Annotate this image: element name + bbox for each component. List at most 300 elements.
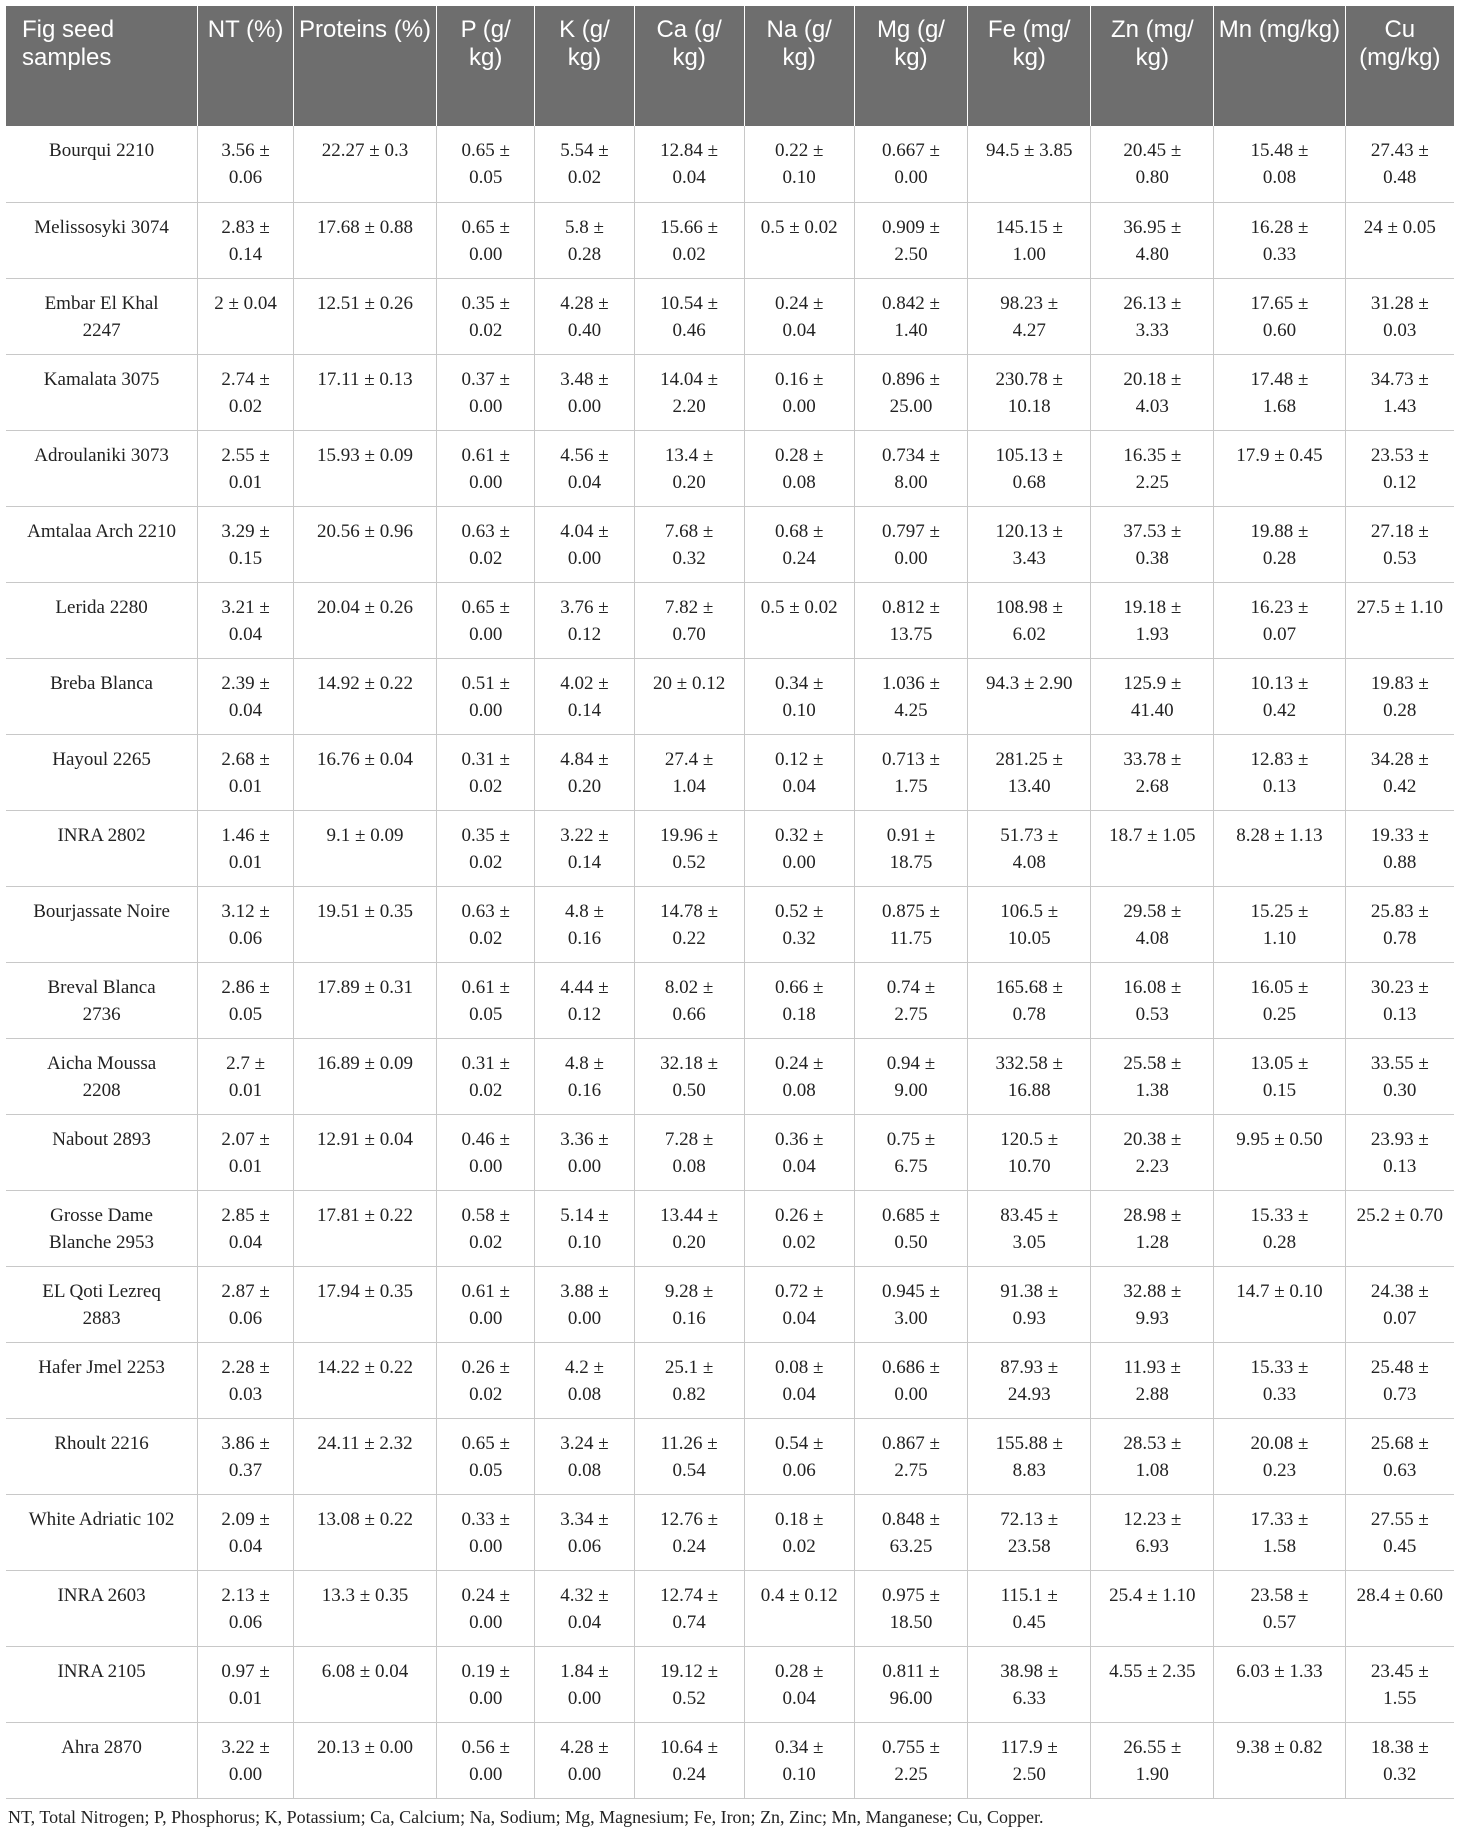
sample-name-cell	[6, 1722, 198, 1798]
value-cell	[1091, 734, 1214, 810]
cell-text: 3.36 ± 0.00	[560, 1128, 609, 1177]
cell-text: Rhoult 2216	[54, 1432, 149, 1454]
cell-text: 31.28 ± 0.03	[1370, 292, 1429, 341]
cell-text: 7.68 ± 0.32	[664, 520, 714, 569]
cell-text: 7.28 ± 0.08	[664, 1128, 714, 1177]
value-cell	[854, 1646, 968, 1722]
value-cell	[1214, 1266, 1345, 1342]
cell-text: 23.53 ± 0.12	[1370, 444, 1429, 493]
value-cell	[293, 1722, 436, 1798]
cell-text: 27.55 ± 0.45	[1370, 1508, 1429, 1557]
value-cell	[854, 1570, 968, 1646]
cell-text: 3.76 ± 0.12	[560, 596, 609, 645]
value-cell	[437, 962, 535, 1038]
cell-text: 0.18 ± 0.02	[774, 1508, 824, 1557]
value-cell	[1214, 1722, 1345, 1798]
value-cell	[744, 1418, 854, 1494]
value-cell	[1091, 1494, 1214, 1570]
cell-text: 0.5 ± 0.02	[760, 216, 838, 238]
table-row	[6, 1038, 1454, 1114]
cell-text: 18.7 ± 1.05	[1109, 824, 1196, 846]
cell-text: 0.61 ± 0.05	[461, 976, 510, 1025]
value-cell	[744, 506, 854, 582]
cell-text: 30.23 ± 0.13	[1370, 976, 1429, 1025]
value-cell	[1214, 430, 1345, 506]
value-cell	[198, 506, 294, 582]
cell-text: 4.56 ± 0.04	[560, 444, 609, 493]
value-cell	[1214, 278, 1345, 354]
value-cell	[1091, 582, 1214, 658]
value-cell	[437, 278, 535, 354]
value-cell	[968, 1190, 1091, 1266]
value-cell	[744, 1114, 854, 1190]
cell-text: 0.74 ± 2.75	[886, 976, 936, 1025]
column-header: Fig seed samples	[6, 6, 198, 126]
sample-name-cell	[6, 810, 198, 886]
cell-text: 13.44 ± 0.20	[660, 1204, 719, 1253]
cell-text: 0.34 ± 0.10	[774, 672, 824, 721]
cell-text: 13.08 ± 0.22	[317, 1508, 413, 1530]
value-cell	[634, 1266, 744, 1342]
cell-text: 0.37 ± 0.00	[461, 368, 510, 417]
cell-text: 20.13 ± 0.00	[317, 1736, 413, 1758]
cell-text: 10.13 ± 0.42	[1250, 672, 1309, 721]
cell-text: 33.55 ± 0.30	[1370, 1052, 1429, 1101]
cell-text: 0.65 ± 0.05	[461, 140, 510, 188]
cell-text: 9.1 ± 0.09	[326, 824, 404, 846]
column-header: Zn (mg/ kg)	[1091, 6, 1214, 126]
value-cell	[744, 202, 854, 278]
cell-text: 98.23 ± 4.27	[1000, 292, 1059, 341]
value-cell	[968, 1038, 1091, 1114]
cell-text: 10.64 ± 0.24	[660, 1736, 719, 1785]
value-cell	[437, 582, 535, 658]
value-cell	[634, 810, 744, 886]
value-cell	[634, 126, 744, 202]
sample-name-cell	[6, 1266, 198, 1342]
cell-text: 12.74 ± 0.74	[660, 1584, 719, 1633]
cell-text: 0.909 ± 2.50	[881, 216, 940, 265]
cell-text: 10.54 ± 0.46	[660, 292, 719, 341]
cell-text: 0.58 ± 0.02	[461, 1204, 510, 1253]
column-header: NT (%)	[198, 6, 294, 126]
cell-text: 11.26 ± 0.54	[660, 1432, 718, 1481]
cell-text: 115.1 ± 0.45	[1000, 1584, 1058, 1633]
value-cell	[1214, 1418, 1345, 1494]
table-row	[6, 430, 1454, 506]
value-cell	[437, 658, 535, 734]
cell-text: 4.8 ± 0.16	[564, 1052, 604, 1101]
value-cell	[634, 1722, 744, 1798]
cell-text: 20.38 ± 2.23	[1123, 1128, 1182, 1177]
cell-text: 37.53 ± 0.38	[1123, 520, 1182, 569]
value-cell	[634, 1494, 744, 1570]
sample-name-cell	[6, 1418, 198, 1494]
cell-text: 17.48 ± 1.68	[1250, 368, 1309, 417]
cell-text: 0.35 ± 0.02	[461, 292, 510, 341]
cell-text: 5.8 ± 0.28	[564, 216, 604, 265]
cell-text: 155.88 ± 8.83	[995, 1432, 1063, 1481]
value-cell	[1214, 1342, 1345, 1418]
value-cell	[1345, 658, 1454, 734]
value-cell	[1091, 430, 1214, 506]
value-cell	[1214, 734, 1345, 810]
cell-text: 8.02 ± 0.66	[664, 976, 714, 1025]
value-cell	[854, 1190, 968, 1266]
value-cell	[854, 202, 968, 278]
value-cell	[744, 658, 854, 734]
value-cell	[293, 278, 436, 354]
table-container	[6, 6, 1454, 1828]
cell-text: 0.51 ± 0.00	[461, 672, 510, 721]
value-cell	[198, 126, 294, 202]
cell-text: 0.54 ± 0.06	[774, 1432, 824, 1481]
table-row	[6, 1722, 1454, 1798]
value-cell	[968, 430, 1091, 506]
value-cell	[535, 1570, 634, 1646]
cell-text: 25.68 ± 0.63	[1370, 1432, 1429, 1481]
value-cell	[1345, 1570, 1454, 1646]
value-cell	[634, 1114, 744, 1190]
value-cell	[293, 1646, 436, 1722]
value-cell	[744, 1342, 854, 1418]
value-cell	[198, 1266, 294, 1342]
sample-name-cell	[6, 278, 198, 354]
cell-text: 0.72 ± 0.04	[774, 1280, 824, 1329]
value-cell	[1345, 126, 1454, 202]
value-cell	[968, 354, 1091, 430]
cell-text: 2 ± 0.04	[214, 292, 277, 314]
cell-text: 0.12 ± 0.04	[774, 748, 824, 797]
cell-text: 19.96 ± 0.52	[660, 824, 719, 873]
value-cell	[1214, 1494, 1345, 1570]
value-cell	[854, 1418, 968, 1494]
sample-name-cell	[6, 1494, 198, 1570]
value-cell	[1091, 1114, 1214, 1190]
cell-text: 0.65 ± 0.00	[461, 216, 510, 265]
value-cell	[854, 810, 968, 886]
value-cell	[744, 734, 854, 810]
cell-text: 0.61 ± 0.00	[461, 1280, 510, 1329]
cell-text: Amtalaa Arch 2210	[27, 520, 176, 542]
cell-text: 32.18 ± 0.50	[660, 1052, 719, 1101]
cell-text: 0.91 ± 18.75	[886, 824, 936, 873]
cell-text: 13.4 ± 0.20	[664, 444, 714, 493]
cell-text: 0.22 ± 0.10	[774, 140, 824, 188]
value-cell	[1091, 810, 1214, 886]
cell-text: 13.05 ± 0.15	[1250, 1052, 1309, 1101]
value-cell	[1345, 1418, 1454, 1494]
value-cell	[1214, 886, 1345, 962]
cell-text: 6.03 ± 1.33	[1236, 1660, 1323, 1682]
cell-text: 24.11 ± 2.32	[317, 1432, 413, 1454]
value-cell	[198, 278, 294, 354]
cell-text: 19.12 ± 0.52	[660, 1660, 719, 1709]
cell-text: 0.46 ± 0.00	[461, 1128, 510, 1177]
cell-text: 29.58 ± 4.08	[1123, 900, 1182, 949]
value-cell	[198, 354, 294, 430]
cell-text: 25.83 ± 0.78	[1370, 900, 1429, 949]
value-cell	[1091, 506, 1214, 582]
value-cell	[1214, 354, 1345, 430]
value-cell	[535, 1342, 634, 1418]
cell-text: 17.94 ± 0.35	[317, 1280, 413, 1302]
sample-name-cell	[6, 1190, 198, 1266]
cell-text: 87.93 ± 24.93	[1000, 1356, 1059, 1405]
value-cell	[1214, 1114, 1345, 1190]
cell-text: 9.28 ± 0.16	[664, 1280, 714, 1329]
value-cell	[535, 886, 634, 962]
cell-text: 16.23 ± 0.07	[1250, 596, 1309, 645]
cell-text: 12.76 ± 0.24	[660, 1508, 719, 1557]
cell-text: 33.78 ± 2.68	[1123, 748, 1182, 797]
cell-text: 0.867 ± 2.75	[881, 1432, 940, 1481]
value-cell	[1091, 126, 1214, 202]
value-cell	[293, 1342, 436, 1418]
value-cell	[854, 506, 968, 582]
value-cell	[535, 1722, 634, 1798]
cell-text: 4.55 ± 2.35	[1109, 1660, 1196, 1682]
value-cell	[198, 582, 294, 658]
cell-text: 4.84 ± 0.20	[560, 748, 609, 797]
cell-text: 0.685 ± 0.50	[881, 1204, 940, 1253]
value-cell	[1091, 1646, 1214, 1722]
cell-text: Bourjassate Noire	[33, 900, 170, 922]
value-cell	[968, 1114, 1091, 1190]
column-header: Mn (mg/kg)	[1214, 6, 1345, 126]
value-cell	[634, 886, 744, 962]
value-cell	[1091, 1722, 1214, 1798]
table-row	[6, 582, 1454, 658]
cell-text: 120.13 ± 3.43	[995, 520, 1063, 569]
value-cell	[968, 1570, 1091, 1646]
table-row	[6, 1646, 1454, 1722]
cell-text: 34.73 ± 1.43	[1370, 368, 1429, 417]
cell-text: 0.28 ± 0.08	[774, 444, 824, 493]
value-cell	[1214, 810, 1345, 886]
cell-text: 0.945 ± 3.00	[881, 1280, 940, 1329]
value-cell	[293, 658, 436, 734]
value-cell	[535, 202, 634, 278]
cell-text: 3.34 ± 0.06	[560, 1508, 609, 1557]
value-cell	[1214, 1038, 1345, 1114]
value-cell	[535, 734, 634, 810]
cell-text: 0.28 ± 0.04	[774, 1660, 824, 1709]
cell-text: 230.78 ± 10.18	[995, 368, 1063, 417]
cell-text: 20.18 ± 4.03	[1123, 368, 1182, 417]
value-cell	[1214, 1570, 1345, 1646]
cell-text: 3.22 ± 0.14	[560, 824, 609, 873]
cell-text: 108.98 ± 6.02	[995, 596, 1063, 645]
cell-text: Grosse Dame Blanche 2953	[49, 1204, 155, 1253]
table-row	[6, 658, 1454, 734]
value-cell	[293, 1570, 436, 1646]
cell-text: 4.8 ± 0.16	[564, 900, 604, 949]
value-cell	[293, 886, 436, 962]
value-cell	[1214, 962, 1345, 1038]
table-row	[6, 1418, 1454, 1494]
value-cell	[1091, 354, 1214, 430]
value-cell	[968, 734, 1091, 810]
table-body	[6, 126, 1454, 1798]
mineral-composition-table	[6, 6, 1454, 1799]
cell-text: 0.31 ± 0.02	[461, 748, 510, 797]
value-cell	[535, 1038, 634, 1114]
cell-text: 0.65 ± 0.05	[461, 1432, 510, 1481]
value-cell	[293, 126, 436, 202]
value-cell	[535, 278, 634, 354]
table-row	[6, 1190, 1454, 1266]
cell-text: 27.18 ± 0.53	[1370, 520, 1429, 569]
cell-text: 3.24 ± 0.08	[560, 1432, 609, 1481]
table-row	[6, 202, 1454, 278]
value-cell	[437, 1418, 535, 1494]
cell-text: 0.812 ± 13.75	[881, 596, 940, 645]
cell-text: 11.93 ± 2.88	[1123, 1356, 1181, 1405]
cell-text: 91.38 ± 0.93	[1000, 1280, 1059, 1329]
cell-text: 26.13 ± 3.33	[1123, 292, 1182, 341]
value-cell	[535, 582, 634, 658]
sample-name-cell	[6, 1038, 198, 1114]
value-cell	[634, 506, 744, 582]
value-cell	[437, 734, 535, 810]
value-cell	[198, 658, 294, 734]
value-cell	[854, 278, 968, 354]
value-cell	[968, 886, 1091, 962]
value-cell	[634, 1570, 744, 1646]
cell-text: Adroulaniki 3073	[34, 444, 169, 466]
value-cell	[854, 126, 968, 202]
cell-text: 38.98 ± 6.33	[1000, 1660, 1059, 1709]
value-cell	[437, 430, 535, 506]
cell-text: 34.28 ± 0.42	[1370, 748, 1429, 797]
cell-text: 7.82 ± 0.70	[664, 596, 714, 645]
value-cell	[437, 1038, 535, 1114]
value-cell	[1345, 1494, 1454, 1570]
value-cell	[437, 1570, 535, 1646]
value-cell	[634, 1038, 744, 1114]
value-cell	[968, 810, 1091, 886]
value-cell	[744, 354, 854, 430]
value-cell	[1345, 1190, 1454, 1266]
cell-text: 0.33 ± 0.00	[461, 1508, 510, 1557]
value-cell	[437, 202, 535, 278]
cell-text: 16.89 ± 0.09	[317, 1052, 413, 1074]
value-cell	[854, 1722, 968, 1798]
sample-name-cell	[6, 430, 198, 506]
table-row	[6, 506, 1454, 582]
value-cell	[535, 658, 634, 734]
value-cell	[854, 430, 968, 506]
cell-text: 20.04 ± 0.26	[317, 596, 413, 618]
value-cell	[634, 734, 744, 810]
sample-name-cell	[6, 1342, 198, 1418]
value-cell	[535, 126, 634, 202]
cell-text: 0.66 ± 0.18	[774, 976, 824, 1025]
value-cell	[1091, 1342, 1214, 1418]
value-cell	[634, 354, 744, 430]
cell-text: 17.65 ± 0.60	[1250, 292, 1309, 341]
value-cell	[968, 658, 1091, 734]
value-cell	[535, 1190, 634, 1266]
value-cell	[1345, 962, 1454, 1038]
cell-text: 12.83 ± 0.13	[1250, 748, 1309, 797]
cell-text: 0.848 ± 63.25	[881, 1508, 940, 1557]
cell-text: 15.48 ± 0.08	[1250, 140, 1309, 188]
cell-text: 20.08 ± 0.23	[1250, 1432, 1309, 1481]
cell-text: 6.08 ± 0.04	[321, 1660, 409, 1682]
sample-name-cell	[6, 1114, 198, 1190]
cell-text: 25.1 ± 0.82	[664, 1356, 714, 1405]
cell-text: 20.45 ± 0.80	[1123, 140, 1182, 188]
cell-text: 0.686 ± 0.00	[881, 1356, 940, 1405]
cell-text: 32.88 ± 9.93	[1123, 1280, 1182, 1329]
cell-text: 72.13 ± 23.58	[1000, 1508, 1059, 1557]
value-cell	[854, 658, 968, 734]
value-cell	[634, 202, 744, 278]
value-cell	[198, 202, 294, 278]
cell-text: Lerida 2280	[55, 596, 148, 618]
value-cell	[535, 1114, 634, 1190]
cell-text: 16.05 ± 0.25	[1250, 976, 1309, 1025]
value-cell	[293, 1114, 436, 1190]
cell-text: 14.7 ± 0.10	[1236, 1280, 1323, 1302]
value-cell	[198, 886, 294, 962]
cell-text: 2.74 ± 0.02	[221, 368, 270, 417]
value-cell	[1345, 430, 1454, 506]
value-cell	[744, 582, 854, 658]
value-cell	[634, 658, 744, 734]
value-cell	[744, 1038, 854, 1114]
value-cell	[437, 506, 535, 582]
value-cell	[744, 1646, 854, 1722]
cell-text: 125.9 ± 41.40	[1123, 672, 1182, 721]
value-cell	[1345, 1266, 1454, 1342]
value-cell	[437, 810, 535, 886]
cell-text: 14.92 ± 0.22	[317, 672, 413, 694]
cell-text: 12.23 ± 6.93	[1123, 1508, 1182, 1557]
table-footnote: NT, Total Nitrogen; P, Phosphorus; K, Potassium; Ca, Calcium; Na, Sodium; Mg, Magnesium; Fe, Iron; Zn, Zinc; Mn, Manganese; Cu, Copper.	[8, 1806, 1044, 1827]
value-cell	[293, 810, 436, 886]
value-cell	[854, 354, 968, 430]
table-row	[6, 886, 1454, 962]
cell-text: 19.88 ± 0.28	[1250, 520, 1309, 569]
cell-text: 12.91 ± 0.04	[317, 1128, 413, 1150]
value-cell	[1345, 1646, 1454, 1722]
cell-text: 0.26 ± 0.02	[461, 1356, 510, 1405]
value-cell	[437, 1646, 535, 1722]
value-cell	[437, 1342, 535, 1418]
value-cell	[1091, 886, 1214, 962]
cell-text: 3.22 ± 0.00	[221, 1736, 270, 1785]
cell-text: 3.21 ± 0.04	[221, 596, 270, 645]
cell-text: 27.4 ± 1.04	[664, 748, 714, 797]
cell-text: 20 ± 0.12	[653, 672, 726, 694]
table-row	[6, 1114, 1454, 1190]
value-cell	[744, 1494, 854, 1570]
cell-text: 2.83 ± 0.14	[221, 216, 270, 265]
sample-name-cell	[6, 962, 198, 1038]
cell-text: 120.5 ± 10.70	[1000, 1128, 1059, 1177]
value-cell	[535, 506, 634, 582]
cell-text: 25.48 ± 0.73	[1370, 1356, 1429, 1405]
value-cell	[437, 1114, 535, 1190]
sample-name-cell	[6, 658, 198, 734]
cell-text: 16.76 ± 0.04	[317, 748, 413, 770]
value-cell	[198, 810, 294, 886]
value-cell	[744, 1190, 854, 1266]
value-cell	[293, 202, 436, 278]
